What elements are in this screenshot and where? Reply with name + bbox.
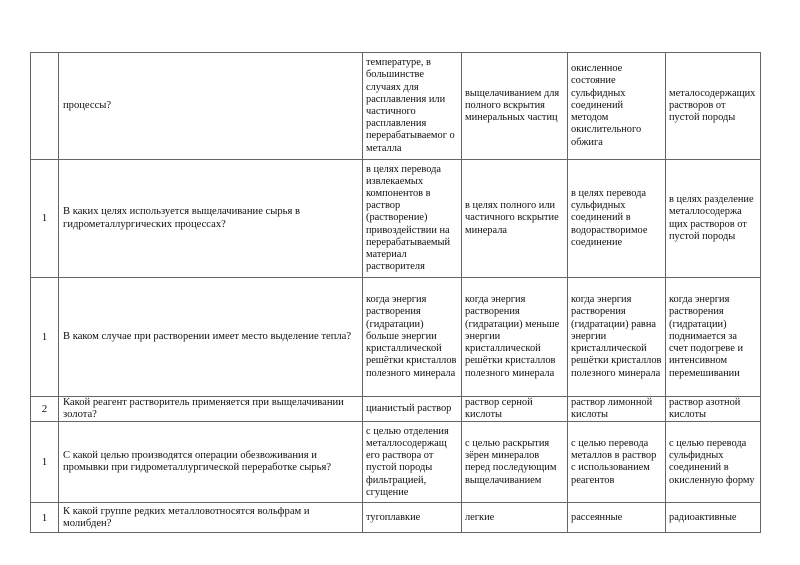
- table-row: [31, 160, 761, 278]
- answer-option-3: раствор лимонной кислоты: [568, 397, 666, 422]
- answer-option-2: легкие: [462, 503, 568, 533]
- table-row: [31, 503, 761, 533]
- answer-option-2: раствор серной кислоты: [462, 397, 568, 422]
- question-points: 1: [31, 422, 59, 503]
- answer-option-4: металосодержащих растворов от пустой породы: [666, 53, 761, 160]
- table-row: [31, 397, 761, 422]
- answer-option-4: в целях разделение металлосодержа щих растворов от пустой породы: [666, 160, 761, 278]
- answer-option-3: окисленное состояние сульфидных соединений методом окислительного обжига: [568, 53, 666, 160]
- answer-option-1: когда энергия растворения (гидратации) больше энергии кристаллической решётки кристаллов полезного минерала: [363, 278, 462, 397]
- question-points: [31, 53, 59, 160]
- test-questions-table: [30, 52, 761, 533]
- answer-option-2: с целью раскрытия зёрен минералов перед последующим выщелачиванием: [462, 422, 568, 503]
- table-row: [31, 278, 761, 397]
- question-text: К какой группе редких металловотносятся вольфрам и молибден?: [59, 503, 363, 533]
- answer-option-1: с целью отделения металлосодержащ его раствора от пустой породы фильтрацией, сгущение: [363, 422, 462, 503]
- answer-option-1: температуре, в большинстве случаях для расплавления или частичного расплавления перерабатываемог о металла: [363, 53, 462, 160]
- answer-option-4: раствор азотной кислоты: [666, 397, 761, 422]
- question-text: С какой целью производятся операции обезвоживания и промывки при гидрометаллургической переработке сырья?: [59, 422, 363, 503]
- answer-option-4: с целью перевода сульфидных соединений в окисленную форму: [666, 422, 761, 503]
- question-text: процессы?: [59, 53, 363, 160]
- answer-option-1: тугоплавкие: [363, 503, 462, 533]
- answer-option-2: когда энергия растворения (гидратации) меньше энергии кристаллической решётки кристаллов полезного минерала: [462, 278, 568, 397]
- answer-option-3: рассеянные: [568, 503, 666, 533]
- question-points: 2: [31, 397, 59, 422]
- question-text: В каком случае при растворении имеет место выделение тепла?: [59, 278, 363, 397]
- question-text: В каких целях используется выщелачивание сырья в гидрометаллургических процессах?: [59, 160, 363, 278]
- table-row: [31, 422, 761, 503]
- answer-option-3: в целях перевода сульфидных соединений в водорастворимое соединение: [568, 160, 666, 278]
- answer-option-4: когда энергия растворения (гидратации) поднимается за счет подогреве и интенсивном перемешивании: [666, 278, 761, 397]
- question-points: 1: [31, 278, 59, 397]
- answer-option-3: с целью перевода металлов в раствор с использованием реагентов: [568, 422, 666, 503]
- question-points: 1: [31, 160, 59, 278]
- answer-option-2: выщелачиванием для полного вскрытия минеральных частиц: [462, 53, 568, 160]
- answer-option-1: цианистый раствор: [363, 397, 462, 422]
- table-row: [31, 53, 761, 160]
- answer-option-2: в целях полного или частичного вскрытие минерала: [462, 160, 568, 278]
- question-points: 1: [31, 503, 59, 533]
- answer-option-3: когда энергия растворения (гидратации) равна энергии кристаллической решётки кристаллов полезного минерала: [568, 278, 666, 397]
- answer-option-1: в целях перевода извлекаемых компонентов в раствор (растворение) привоздействии на перерабатываемый материал растворителя: [363, 160, 462, 278]
- answer-option-4: радиоактивные: [666, 503, 761, 533]
- question-text: Какой реагент растворитель применяется при выщелачивании золота?: [59, 397, 363, 422]
